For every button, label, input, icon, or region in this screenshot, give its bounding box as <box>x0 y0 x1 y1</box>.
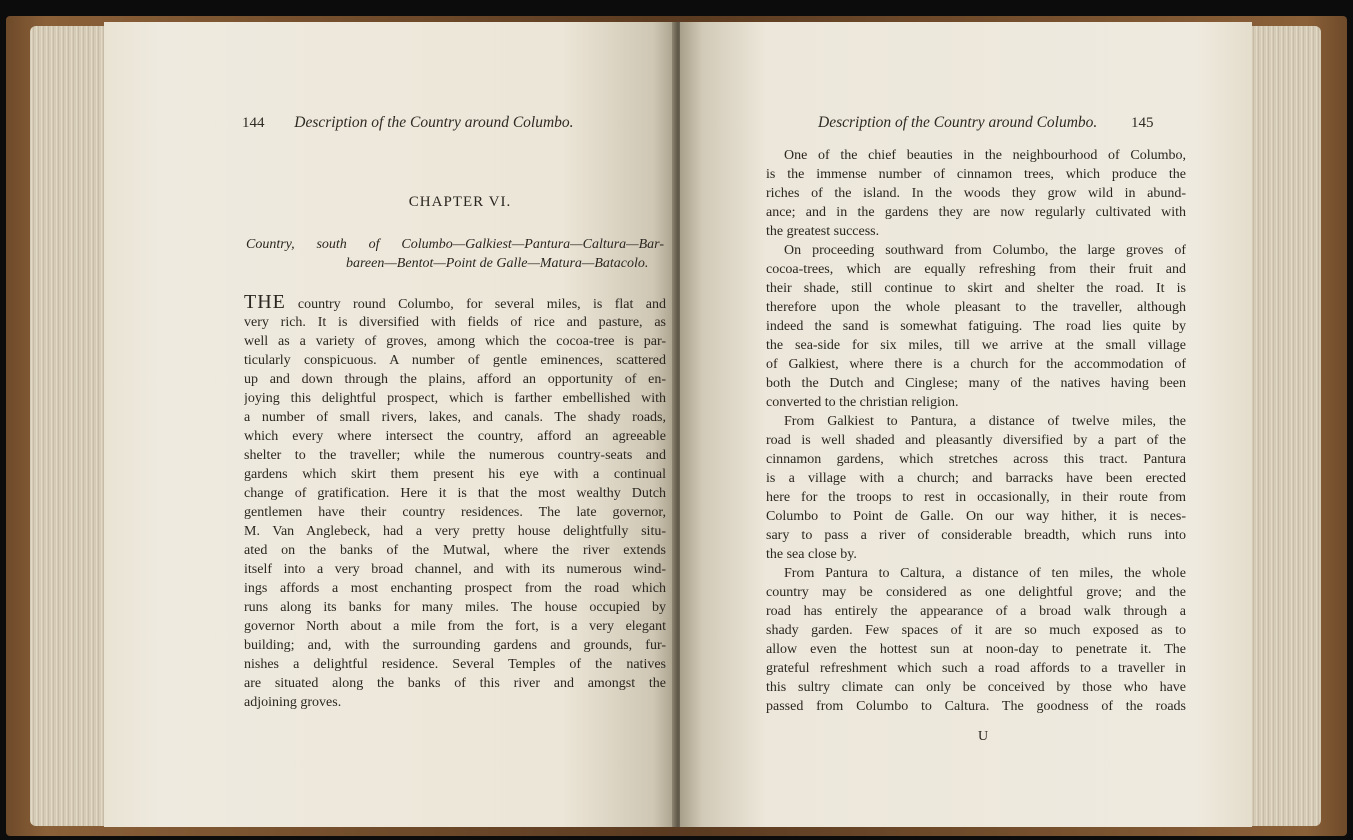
body-line: is a village with a church; and barracks have been erected <box>766 471 1186 486</box>
body-line: riches of the island. In the woods they grow wild in abund- <box>766 186 1186 201</box>
body-line: gentlemen have their country residences. The late governor, <box>244 505 666 520</box>
body-line: ated on the banks of the Mutwal, where the river extends <box>244 543 666 558</box>
body-line: On proceeding southward from Columbo, the large groves of <box>784 243 1186 258</box>
body-line: ticularly conspicuous. A number of gentle eminences, scattered <box>244 353 666 368</box>
body-line: itself into a very broad channel, and with its numerous wind- <box>244 562 666 577</box>
page-edges-left <box>30 26 110 826</box>
body-line: which every where intersect the country, afford an agreeable <box>244 429 666 444</box>
body-line: shady garden. Few spaces of it are so much exposed as to <box>766 623 1186 638</box>
left-page-number: 144 <box>242 115 265 131</box>
body-line: M. Van Anglebeck, had a very pretty house delightfully situ- <box>244 524 666 539</box>
dropcap: THE <box>244 291 286 313</box>
body-line: a number of small rivers, lakes, and canals. The shady roads, <box>244 410 666 425</box>
left-page <box>104 22 676 827</box>
body-line: road has entirely the appearance of a broad walk through a <box>766 604 1186 619</box>
body-line: the greatest success. <box>766 224 880 239</box>
body-line: country round Columbo, for several miles, is flat and <box>297 297 666 312</box>
body-line: cinnamon gardens, which stretches across this tract. Pantura <box>766 452 1186 467</box>
body-line: nishes a delightful residence. Several Temples of the natives <box>244 657 666 672</box>
body-line: change of gratification. Here it is that the most wealthy Dutch <box>244 486 666 501</box>
body-line: shelter to the traveller; while the numerous country-seats and <box>244 448 666 463</box>
body-line: this sultry climate can only be conceived by those who have <box>766 680 1186 695</box>
body-line: of Galkiest, where there is a church for the accommodation of <box>766 357 1186 372</box>
body-line: building; and, with the surrounding gardens and grounds, fur- <box>244 638 666 653</box>
body-line: well as a variety of groves, among which the cocoa-tree is par- <box>244 334 666 349</box>
body-line: here for the troops to rest in occasionally, in their route from <box>766 490 1186 505</box>
chapter-summary-line-1: Country, south of Columbo—Galkiest—Pantura—Caltura—Bar- <box>246 237 664 252</box>
body-line: converted to the christian religion. <box>766 395 959 410</box>
right-page-number: 145 <box>1131 115 1154 131</box>
left-running-head: Description of the Country around Columbo. <box>294 114 574 131</box>
first-paragraph-opening <box>244 293 666 312</box>
body-line: their shade, still continue to skirt and shelter the road. It is <box>766 281 1186 296</box>
body-line: runs along its banks for many miles. The house occupied by <box>244 600 666 615</box>
body-line: country may be considered as one delightful grove; and the <box>766 585 1186 600</box>
body-line: therefore upon the whole pleasant to the traveller, although <box>766 300 1186 315</box>
body-line: gardens which skirt them present his eye with a continual <box>244 467 666 482</box>
body-line: the sea-side for six miles, till we arrive at the small village <box>766 338 1186 353</box>
body-line: cocoa-trees, which are equally refreshing from their fruit and <box>766 262 1186 277</box>
body-line: From Pantura to Caltura, a distance of ten miles, the whole <box>784 566 1186 581</box>
right-page-header <box>818 114 1154 132</box>
right-running-head: Description of the Country around Columbo. <box>818 114 1098 131</box>
body-line: both the Dutch and Cinglese; many of the natives having been <box>766 376 1186 391</box>
chapter-heading: CHAPTER VI. <box>408 194 512 210</box>
left-page-header <box>242 114 574 132</box>
body-line: up and down through the plains, afford an opportunity of en- <box>244 372 666 387</box>
body-line: sary to pass a river of considerable breadth, which runs into <box>766 528 1186 543</box>
body-line: ance; and in the gardens they are now regularly cultivated with <box>766 205 1186 220</box>
right-page <box>680 22 1252 827</box>
body-line: ings affords a most enchanting prospect from the road which <box>244 581 666 596</box>
body-line: adjoining groves. <box>244 695 342 710</box>
chapter-summary-line-2: bareen—Bentot—Point de Galle—Matura—Batacolo. <box>346 256 649 271</box>
body-line: are situated along the banks of this river and amongst the <box>244 676 666 691</box>
body-line: the sea close by. <box>766 547 857 562</box>
right-body-text <box>766 146 1186 716</box>
body-line: allow even the hottest sun at noon-day to penetrate it. The <box>766 642 1186 657</box>
body-line: From Galkiest to Pantura, a distance of twelve miles, the <box>784 414 1186 429</box>
body-line: road is well shaded and pleasantly diversified by a part of the <box>766 433 1186 448</box>
page-edges-right <box>1245 26 1321 826</box>
body-line: One of the chief beauties in the neighbourhood of Columbo, <box>784 148 1186 163</box>
body-line: Columbo to Point de Galle. On our way hither, it is neces- <box>766 509 1186 524</box>
body-line: passed from Columbo to Caltura. The goodness of the roads <box>766 699 1186 714</box>
chapter-summary <box>246 235 664 273</box>
body-line: is the immense number of cinnamon trees, which produce the <box>766 167 1186 182</box>
body-line: very rich. It is diversified with fields of rice and pasture, as <box>244 315 666 330</box>
body-line: grateful refreshment which such a road affords to a traveller in <box>766 661 1186 676</box>
signature-mark: U <box>978 729 990 744</box>
body-line: governor North about a mile from the fort, is a very elegant <box>244 619 666 634</box>
body-line: indeed the sand is somewhat fatiguing. The road lies quite by <box>766 319 1186 334</box>
body-line: joying this delightful prospect, which is farther embellished with <box>244 391 666 406</box>
left-body-text <box>244 313 666 712</box>
